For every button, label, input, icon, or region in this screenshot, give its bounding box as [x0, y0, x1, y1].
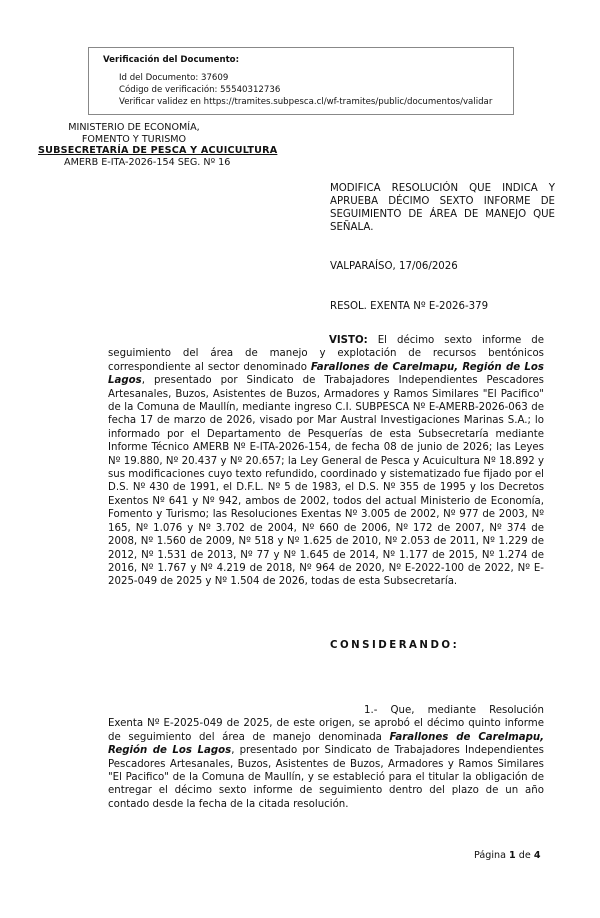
document-reference: AMERB E-ITA-2026-154 SEG. Nº 16 [64, 156, 231, 168]
total-pages: 4 [533, 850, 541, 861]
verification-code: • Código de verificación: 55540312736 [119, 84, 499, 96]
subsecretaria-name: SUBSECRETARÍA DE PESCA Y ACUICULTURA [38, 145, 278, 156]
point1-area-name: Farallones de Carelmapu, Región de Los Lagos [108, 731, 545, 757]
verification-list [103, 72, 499, 108]
considerando-point-1 [108, 704, 544, 811]
point1-text-a: 1.- Que, mediante Resolución Exenta Nº E-2025-049 de 2025, de este origen, se aprobó el décimo quinto informe de seguimiento del área de manejo denominada [108, 705, 544, 743]
page-footer [474, 850, 541, 861]
visto-area-name: Farallones de Carelmapu, Región de Los Lagos [108, 361, 544, 387]
current-page: 1 [509, 850, 516, 861]
page-word: Página [474, 850, 506, 861]
ministry-line2: FOMENTO Y TURISMO [81, 133, 187, 145]
considerando-heading: CONSIDERANDO: [330, 640, 460, 651]
document-id: • Id del Documento: 37609 [119, 72, 499, 84]
visto-paragraph [108, 334, 544, 589]
place-date: VALPARAÍSO, 17/06/2026 [330, 261, 458, 272]
resolution-title: MODIFICA RESOLUCIÓN QUE INDICA Y APRUEBA DÉCIMO SEXTO INFORME DE SEGUIMIENTO DE ÁREA DE MANEJO QUE SEÑALA. [330, 183, 555, 233]
visto-text-a: El décimo sexto informe de seguimiento del área de manejo y explotación de recursos bentónicos correspondiente al sector denominado [108, 335, 544, 373]
ministry-header [38, 122, 278, 168]
visto-text-b: , presentado por Sindicato de Trabajadores Independientes Pescadores Artesanales, Buzos, Asistentes de Buzos, Armadores y Ramos Similares "El Pacifico" de la Comuna de Maullín, mediante ingreso C.I. SUBPESCA Nº E-AMERB-2026-063 de fecha 17 de marzo de 2026, visado por Mar Austral Investigaciones Marinas S.A.; lo informado por el Departamento de Pesquerías de esta Subsecretaría mediante Informe Técnico AMERB Nº E-ITA-2026-154, de fecha 08 de junio de 2026; las Leyes Nº 19.880, Nº 20.437 y Nº 20.657; la Ley General de Pesca y Acuicultura Nº 18.892 y sus modificaciones cuyo texto refundido, coordinado y sistematizado fue fijado por el D.S. Nº 430 de 1991, el D.F.L. Nº 5 de 1983, el D.S. Nº 355 de 1995 y los Decretos Exentos Nº 641 y Nº 942, ambos de 2002, todos del actual Ministerio de Economía, Fomento y Turismo; las Resoluciones Exentas Nº 3.005 de 2002, Nº 977 de 2003, Nº 165, Nº 1.076 y Nº 3.702 de 2004, Nº 660 de 2006, Nº 172 de 2007, Nº 374 de 2008, Nº 1.560 de 2009, Nº 518 y Nº 1.625 de 2010, Nº 2.053 de 2011, Nº 1.229 de 2012, Nº 1.531 de 2013, Nº 77 y Nº 1.645 de 2014, Nº 1.177 de 2015, Nº 1.274 de 2016, Nº 1.767 y Nº 4.219 de 2018, Nº 964 de 2020, Nº E-2022-100 de 2022, Nº E-2025-049 de 2025 y Nº 1.504 de 2026, todas de esta Subsecretaría. [108, 375, 545, 588]
ministry-line1: MINISTERIO DE ECONOMÍA, [68, 122, 200, 133]
point1-text-b: , presentado por Sindicato de Trabajadores Independientes Pescadores Artesanales, Buzos, Asistentes de Buzos, Armadores y Ramos Similares "El Pacifico" de la Comuna de Maullín, y se estableció para el titular la obligación de entregar el décimo sexto informe de seguimiento dentro del plazo de un año contado desde la fecha de la citada resolución. [108, 745, 544, 810]
visto-label: VISTO: [329, 335, 368, 346]
verification-box [88, 47, 514, 115]
verification-title: Verificación del Documento: [103, 55, 240, 65]
verification-link[interactable]: • Verificar validez en https://tramites.subpesca.cl/wf-tramites/public/documentos/validar [119, 96, 499, 108]
resolution-number: RESOL. EXENTA Nº E-2026-379 [330, 301, 489, 312]
of-word: de [518, 850, 531, 861]
